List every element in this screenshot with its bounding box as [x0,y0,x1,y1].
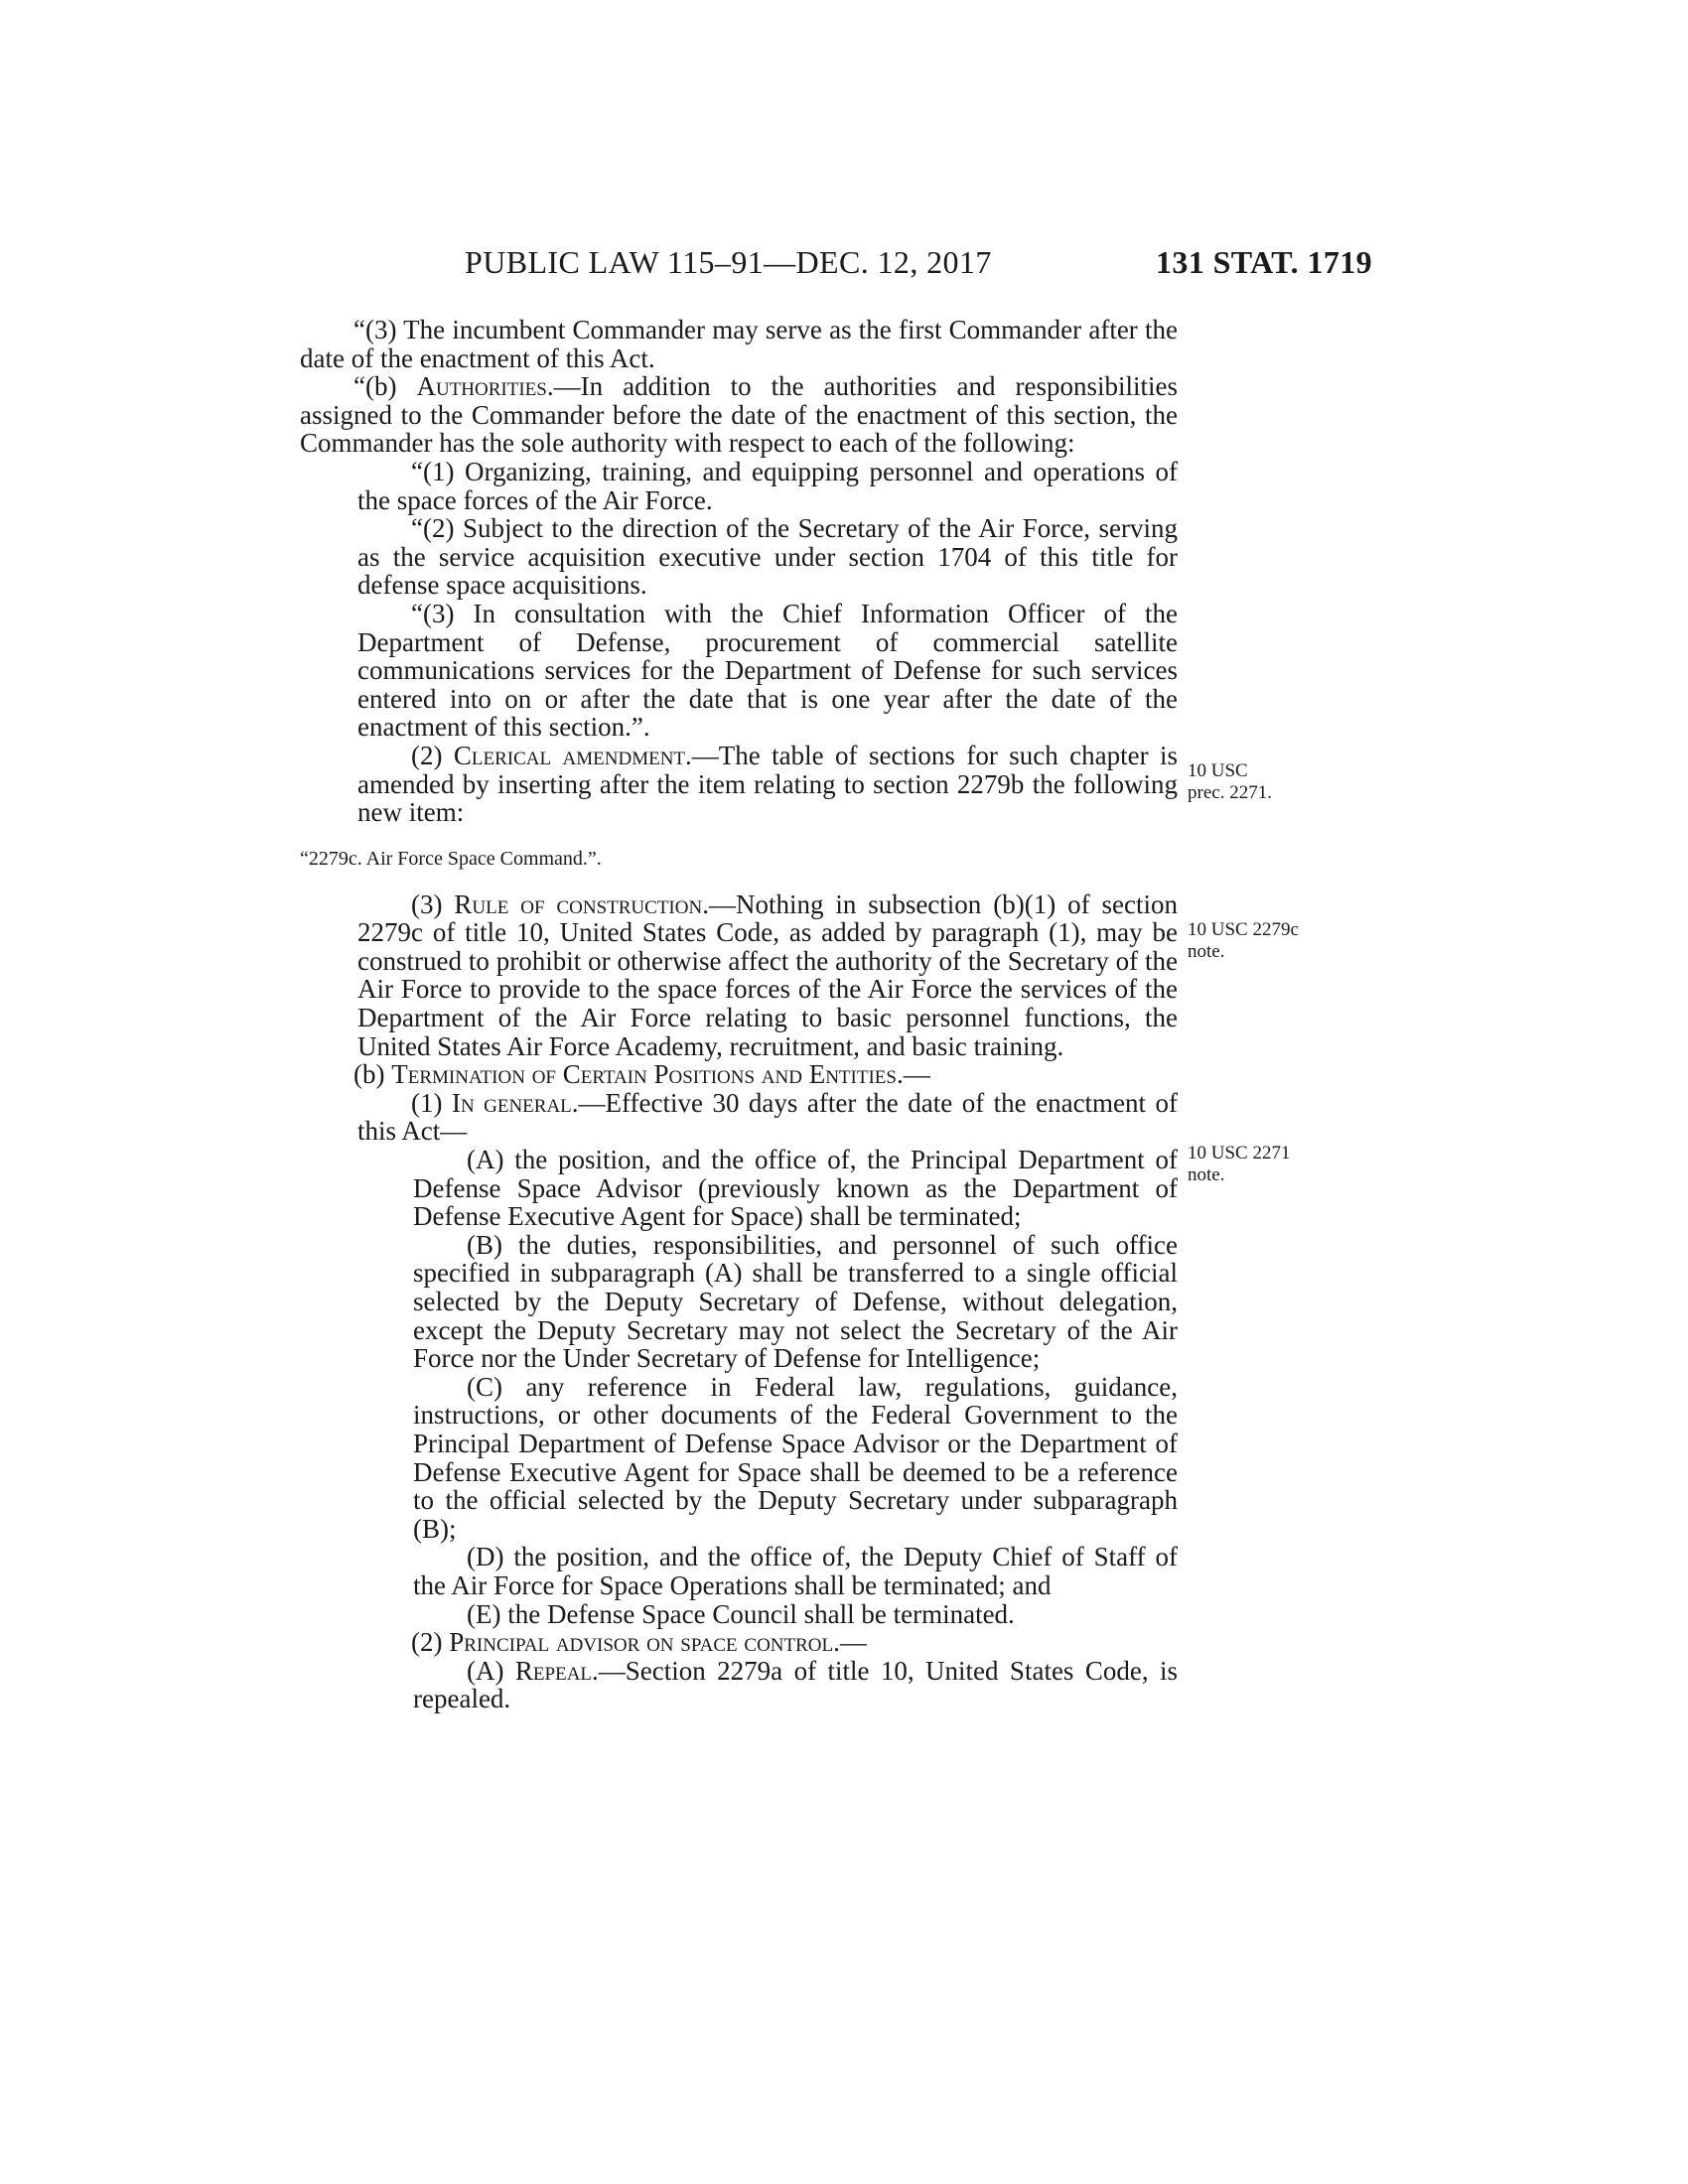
paragraph-text: .—In addition to the authorities and responsibilities assigned to the Commander before the date of the enactment of this section, the Commander has the sole authority with respect to each of the following: [300,371,1178,459]
paragraph-label: (b) [353,1059,392,1090]
paragraph-text: .—Section 2279a of title 10, United States Code, is repealed. [413,1655,1179,1714]
paragraph-clerical-amendment [300,742,1178,827]
paragraph-label: (2) [411,1627,450,1658]
paragraph-text: .— [896,1059,930,1090]
margin-note-line: note. [1188,1164,1225,1185]
margin-note-line: note. [1188,941,1225,962]
paragraph-incumbent-commander: “(3) The incumbent Commander may serve as the first Commander after the date of the enactment of this Act. [300,315,1178,373]
margin-note-line: 10 USC [1188,760,1248,781]
margin-note-prec-2271 [1188,760,1346,804]
page-header-title: PUBLIC LAW 115–91—DEC. 12, 2017 [465,244,992,280]
section-heading: In general [451,1087,572,1118]
paragraph-organizing: “(1) Organizing, training, and equipping personnel and operations of the space forces of the Air Force. [357,456,1178,515]
paragraph-in-general [300,1089,1178,1146]
paragraph-label: (3) [411,888,455,919]
paragraph-label: (A) [467,1655,515,1686]
paragraph-text: .—The table of sections for such chapter is amended by inserting after the item relating to section 2279b the following new item: [357,740,1178,828]
paragraph-termination [300,1060,1178,1089]
paragraph-label: (2) [411,740,454,770]
subparagraph-d: (D) the position, and the office of, the Deputy Chief of Staff of the Air Force for Space Operations shall be terminated; and [413,1542,1178,1600]
paragraph-consultation: “(3) In consultation with the Chief Information Officer of the Department of Defense, procurement of commercial satellite communications services for the Department of Defense for such services entered into on or after the date that is one year after the date of the enactment of this section.”. [357,598,1178,743]
margin-note-line: 10 USC 2271 [1188,1143,1291,1163]
subparagraph-e: (E) the Defense Space Council shall be terminated. [467,1598,1015,1629]
paragraph-text: .—Effective 30 days after the date of the enactment of this Act— [357,1087,1178,1147]
paragraph-label: “(b) [353,371,417,402]
paragraph-repeal [300,1657,1178,1713]
paragraph-acquisition: “(2) Subject to the direction of the Secretary of the Air Force, serving as the service acquisition executive under section 1704 of this title for defense space acquisitions. [357,513,1178,601]
paragraph-authorities [300,372,1178,458]
margin-note-line: prec. 2271. [1188,782,1272,803]
margin-note-line: 10 USC 2279c [1188,919,1299,940]
section-heading: Authorities [416,371,547,402]
page-header-stat: 131 STAT. 1719 [1156,244,1373,280]
subparagraph-c: (C) any reference in Federal law, regulations, guidance, instructions, or other documents of the Federal Government to the Principal Department of Defense Space Advisor or the Department of Defense Executive Agent for Space shall be deemed to be a reference to the official selected by the Deputy Secretary under subparagraph (B); [413,1371,1178,1544]
subparagraph-b: (B) the duties, responsibilities, and personnel of such office specified in subparagraph (A) shall be transferred to a single official selected by the Deputy Secretary of Defense, without delegation, except the Deputy Secretary may not select the Secretary of the Air Force nor the Under Secretary of Defense for Intelligence; [413,1229,1178,1374]
document-body [300,316,1178,1713]
table-of-sections-item: “2279c. Air Force Space Command.”. [300,847,602,870]
paragraph-principal-advisor [300,1628,1178,1657]
margin-note-2279c [1188,919,1346,963]
section-heading: Clerical amendment [453,740,686,770]
section-heading: Repeal [514,1655,593,1686]
paragraph-rule-of-construction [300,890,1178,1061]
paragraph-text: .— [833,1627,867,1658]
paragraph-text: .—Nothing in subsection (b)(1) of section 2279c of title 10, United States Code, as added by paragraph (1), may be construed to prohibit or otherwise affect the authority of the Secretary of the Air Force to provide to the space forces of the Air Force the services of the Department of the Air Force relating to basic personnel functions, the United States Air Force Academy, recruitment, and basic training. [357,888,1178,1061]
section-heading: Rule of construction [454,888,703,919]
section-heading: Termination of Certain Positions and Entities [391,1059,897,1090]
margin-note-2271 [1188,1143,1346,1186]
subparagraph-a: (A) the position, and the office of, the Principal Department of Defense Space Advisor (previously known as the Department of Defense Executive Agent for Space) shall be terminated; [413,1145,1178,1232]
paragraph-label: (1) [411,1087,452,1118]
section-heading: Principal advisor on space control [449,1627,834,1658]
